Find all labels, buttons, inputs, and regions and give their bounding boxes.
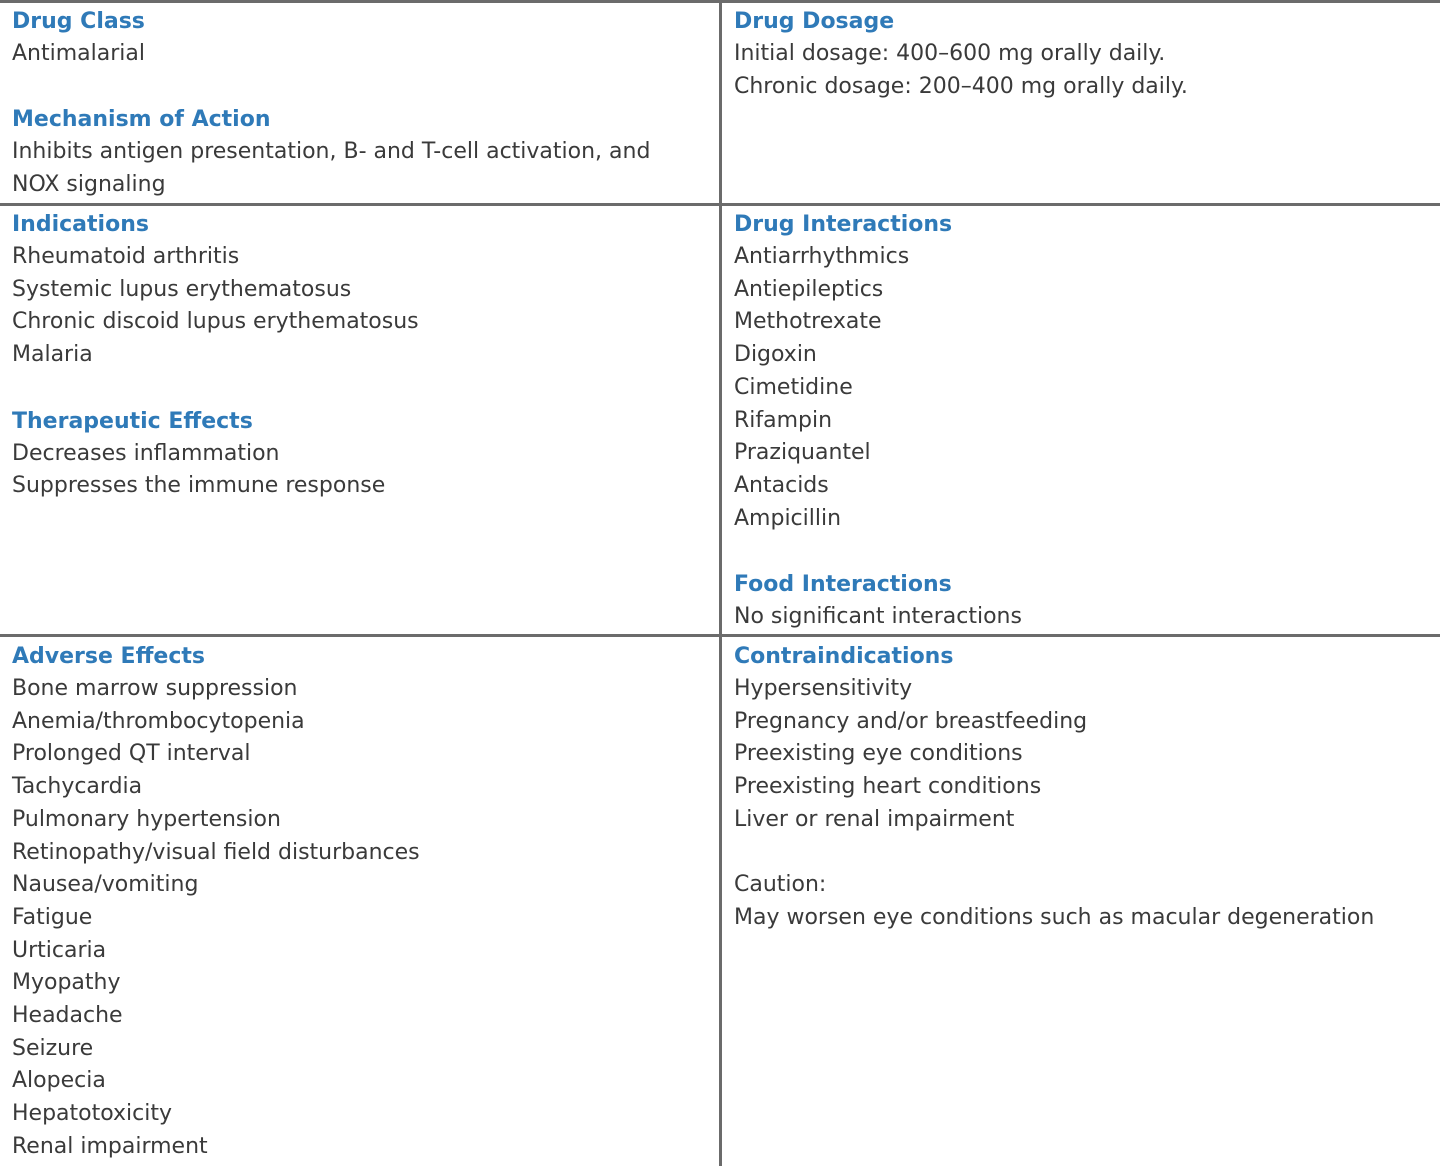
interaction-item: Digoxin <box>734 342 817 368</box>
adverse-item: Urticaria <box>12 937 107 963</box>
interaction-item: Praziquantel <box>734 440 871 466</box>
adverse-item: Retinopathy/visual field disturbances <box>12 839 420 865</box>
contraindication-item: Preexisting heart conditions <box>734 774 1042 800</box>
adverse-heading: Adverse Effects <box>12 644 205 669</box>
adverse-item: Seizure <box>12 1035 94 1061</box>
indication-item: Chronic discoid lupus erythematosus <box>12 309 419 335</box>
interaction-item: Cimetidine <box>734 374 853 400</box>
food-interactions-heading: Food Interactions <box>734 572 952 598</box>
interaction-item: Antiarrhythmics <box>734 244 910 269</box>
adverse-item: Pulmonary hypertension <box>12 806 281 832</box>
adverse-item: Renal impairment <box>12 1133 208 1159</box>
indication-item: Rheumatoid arthritis <box>12 244 240 269</box>
cell-drug-dosage <box>734 5 1424 103</box>
caution-label: Caution: <box>734 872 827 898</box>
adverse-item: Prolonged QT interval <box>12 741 251 767</box>
indications-heading: Indications <box>12 212 149 237</box>
drug-interactions-heading: Drug Interactions <box>734 212 953 237</box>
contraindication-item: Liver or renal impairment <box>734 806 1015 832</box>
adverse-item: Myopathy <box>12 970 121 996</box>
adverse-item: Headache <box>12 1003 123 1029</box>
adverse-item: Tachycardia <box>12 774 143 800</box>
therapeutic-heading: Therapeutic Effects <box>12 408 253 434</box>
contraindication-item: Hypersensitivity <box>734 676 913 701</box>
cell-adverse-effects <box>12 640 702 1164</box>
adverse-item: Anemia/thrombocytopenia <box>12 708 305 734</box>
contraindication-item: Preexisting eye conditions <box>734 741 1023 767</box>
cell-contraindications <box>734 640 1424 935</box>
interaction-item: Antiepileptics <box>734 276 884 302</box>
contraindication-item: Pregnancy and/or breastfeeding <box>734 708 1088 734</box>
indication-item: Systemic lupus erythematosus <box>12 276 352 302</box>
interaction-item: Ampicillin <box>734 505 842 531</box>
caution-text: May worsen eye conditions such as macular degeneration <box>734 904 1375 930</box>
mechanism-heading: Mechanism of Action <box>12 107 271 133</box>
dosage-initial: Initial dosage: 400–600 mg orally daily. <box>734 41 1166 66</box>
adverse-item: Nausea/vomiting <box>12 872 199 898</box>
therapeutic-item: Decreases inflammation <box>12 440 280 466</box>
dosage-heading: Drug Dosage <box>734 9 895 34</box>
contraindications-heading: Contraindications <box>734 644 954 669</box>
therapeutic-item: Suppresses the immune response <box>12 473 386 499</box>
adverse-item: Bone marrow suppression <box>12 676 298 701</box>
column-divider <box>719 0 722 1166</box>
mechanism-value: Inhibits antigen presentation, B- and T-cell activation, and NOX signaling <box>12 139 651 198</box>
food-interactions-value: No significant interactions <box>734 604 1022 630</box>
drug-class-value: Antimalarial <box>12 41 145 66</box>
interaction-item: Methotrexate <box>734 309 882 335</box>
adverse-item: Fatigue <box>12 904 93 930</box>
interaction-item: Rifampin <box>734 407 833 433</box>
cell-drug-class <box>12 5 702 202</box>
cell-drug-interactions <box>734 208 1424 634</box>
dosage-chronic: Chronic dosage: 200–400 mg orally daily. <box>734 73 1188 99</box>
drug-class-heading: Drug Class <box>12 9 145 34</box>
indication-item: Malaria <box>12 342 93 368</box>
adverse-item: Alopecia <box>12 1068 106 1094</box>
interaction-item: Antacids <box>734 472 829 498</box>
cell-indications <box>12 208 702 503</box>
adverse-item: Hepatotoxicity <box>12 1101 173 1127</box>
